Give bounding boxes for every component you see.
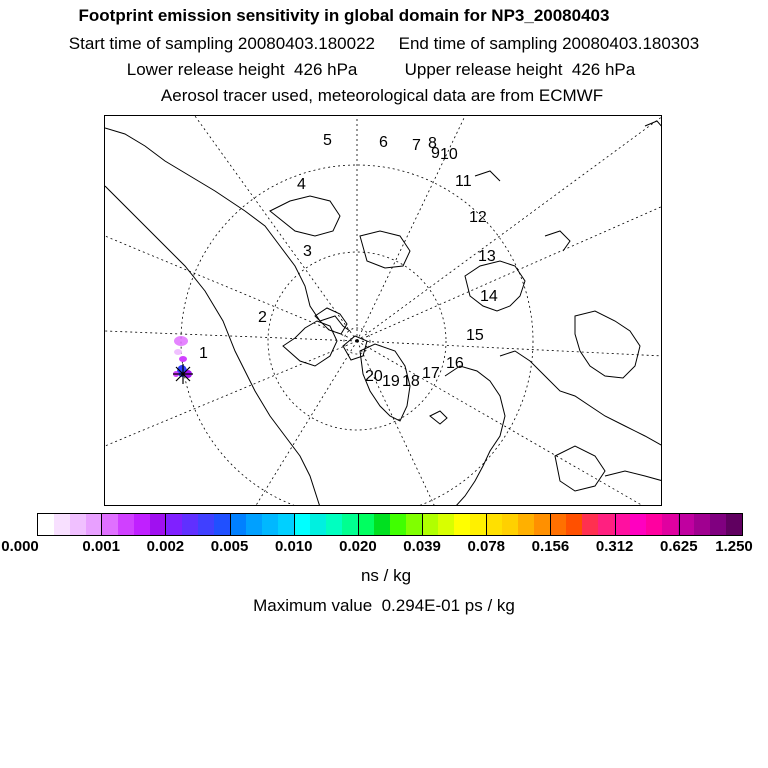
- traj-label-2: 2: [258, 309, 267, 326]
- meridian: [357, 341, 662, 356]
- traj-label-12: 12: [469, 209, 487, 226]
- coast-chukotka: [360, 231, 410, 268]
- colorbar-cell: [694, 514, 710, 535]
- footprint-cell: [179, 356, 187, 362]
- colorbar-separator: [165, 513, 166, 536]
- coast-europe: [445, 366, 505, 506]
- colorbar-separator: [101, 513, 102, 536]
- colorbar-tick-label: 0.020: [339, 538, 377, 555]
- colorbar-cell: [710, 514, 726, 535]
- colorbar-cell: [342, 514, 358, 535]
- colorbar-cell: [294, 514, 310, 535]
- colorbar-separator: [486, 513, 487, 536]
- colorbar-cell: [726, 514, 742, 535]
- traj-label-7: 7: [412, 137, 421, 154]
- colorbar-cell: [566, 514, 582, 535]
- colorbar-cell: [198, 514, 214, 535]
- colorbar-tick-label: 0.000: [1, 538, 39, 555]
- coast-siberia: [500, 351, 662, 446]
- traj-label-9: 9: [431, 145, 440, 162]
- coast-asia-south: [605, 471, 662, 481]
- coast-hudson: [283, 321, 337, 366]
- traj-label-3: 3: [303, 243, 312, 260]
- colorbar-tick-label: 0.625: [660, 538, 698, 555]
- tracer-info: Aerosol tracer used, meteorological data are from ECMWF: [160, 86, 604, 105]
- colorbar-cell: [390, 514, 406, 535]
- release-heights: Lower release height 426 hPa Upper release height 426 hPa: [126, 60, 636, 79]
- coast-nam-pacific: [105, 186, 320, 506]
- map-canvas: [105, 116, 662, 506]
- traj-label-5: 5: [323, 132, 332, 149]
- colorbar-cell: [86, 514, 102, 535]
- meridian: [105, 331, 357, 341]
- colorbar-cell: [326, 514, 342, 535]
- colorbar-cell: [118, 514, 134, 535]
- colorbar-cell: [614, 514, 630, 535]
- colorbar-tick-label: 0.312: [595, 538, 634, 555]
- traj-label-13: 13: [478, 248, 496, 265]
- coast-fragment: [545, 231, 570, 251]
- traj-label-18: 18: [402, 373, 420, 390]
- colorbar-cell: [262, 514, 278, 535]
- colorbar-separator: [615, 513, 616, 536]
- colorbar-tick-label: 0.002: [146, 538, 185, 555]
- colorbar-cell: [534, 514, 550, 535]
- sampling-times: Start time of sampling 20080403.180022 End time of sampling 20080403.180303: [68, 34, 700, 53]
- colorbar-cell: [678, 514, 694, 535]
- meridian: [105, 236, 357, 341]
- traj-label-14: 14: [480, 288, 498, 305]
- footprint-cell: [174, 349, 182, 355]
- coast-fragment: [475, 171, 500, 181]
- colorbar-cell: [438, 514, 454, 535]
- colorbar-cell: [646, 514, 662, 535]
- meridian: [357, 341, 645, 506]
- meridian: [195, 116, 357, 341]
- colorbar-cell: [134, 514, 150, 535]
- traj-label-20: 20: [365, 368, 383, 385]
- trajectory-labels: [199, 132, 498, 390]
- colorbar-cell: [246, 514, 262, 535]
- traj-label-1: 1: [199, 345, 208, 362]
- colorbar-separator: [550, 513, 551, 536]
- meridian: [357, 206, 662, 341]
- traj-label-4: 4: [297, 176, 306, 193]
- colorbar-cell: [550, 514, 566, 535]
- coast-asia-east: [575, 311, 640, 378]
- colorbar-cell: [102, 514, 118, 535]
- plot-title: Footprint emission sensitivity in global domain for NP3_20080403: [78, 6, 610, 25]
- colorbar-cell: [310, 514, 326, 535]
- colorbar-tick-label: 0.039: [403, 538, 441, 555]
- colorbar-cell: [54, 514, 70, 535]
- colorbar-tick-label: 0.078: [467, 538, 506, 555]
- coast-nam-north: [105, 128, 350, 331]
- colorbar-tick-label: 0.005: [210, 538, 249, 555]
- colorbar-cell: [470, 514, 486, 535]
- colorbar-cell: [518, 514, 534, 535]
- colorbar-cell: [150, 514, 166, 535]
- coast-island: [343, 336, 367, 360]
- colorbar-separator: [358, 513, 359, 536]
- traj-label-16: 16: [446, 355, 464, 372]
- colorbar-tick-label: 0.156: [531, 538, 570, 555]
- coastlines: [105, 121, 662, 506]
- colorbar-cell: [374, 514, 390, 535]
- colorbar-cell: [230, 514, 246, 535]
- traj-label-19: 19: [382, 373, 400, 390]
- colorbar-cell: [582, 514, 598, 535]
- colorbar-tick-label: 1.250: [715, 538, 753, 555]
- meridian: [105, 341, 357, 446]
- colorbar-separator: [422, 513, 423, 536]
- coast-island: [315, 308, 347, 334]
- colorbar-cell: [406, 514, 422, 535]
- colorbar-tick-label: 0.001: [82, 538, 120, 555]
- colorbar-cell: [182, 514, 198, 535]
- traj-label-15: 15: [466, 327, 484, 344]
- coast-alaska: [270, 196, 340, 236]
- colorbar-cell: [214, 514, 230, 535]
- traj-label-17: 17: [422, 365, 440, 382]
- colorbar-cell: [278, 514, 294, 535]
- colorbar-separator: [230, 513, 231, 536]
- maximum-value: Maximum value 0.294E-01 ps / kg: [253, 596, 515, 615]
- meridian: [255, 341, 357, 506]
- colorbar-cell: [166, 514, 182, 535]
- colorbar-cell: [662, 514, 678, 535]
- colorbar-separator: [294, 513, 295, 536]
- coast-iceland: [430, 411, 447, 424]
- colorbar-tick-label: 0.010: [274, 538, 313, 555]
- footprint-map: [104, 115, 662, 506]
- colorbar-cell: [598, 514, 614, 535]
- colorbar-separator: [679, 513, 680, 536]
- colorbar-cell: [358, 514, 374, 535]
- meridian: [357, 116, 662, 341]
- footprint-cell: [174, 336, 188, 346]
- traj-label-11: 11: [455, 173, 472, 190]
- colorbar-cell: [422, 514, 438, 535]
- traj-label-6: 6: [379, 134, 388, 151]
- colorbar-cell: [70, 514, 86, 535]
- coast-asia-mid: [555, 446, 605, 491]
- traj-label-10: 10: [440, 146, 458, 163]
- colorbar: [37, 513, 743, 536]
- traj-label-8: 8: [428, 135, 437, 152]
- colorbar-cell: [502, 514, 518, 535]
- colorbar-cell: [38, 514, 54, 535]
- colorbar-cell: [630, 514, 646, 535]
- colorbar-cell: [454, 514, 470, 535]
- colorbar-cell: [486, 514, 502, 535]
- units-label: ns / kg: [360, 566, 412, 585]
- star-icon: [173, 364, 193, 384]
